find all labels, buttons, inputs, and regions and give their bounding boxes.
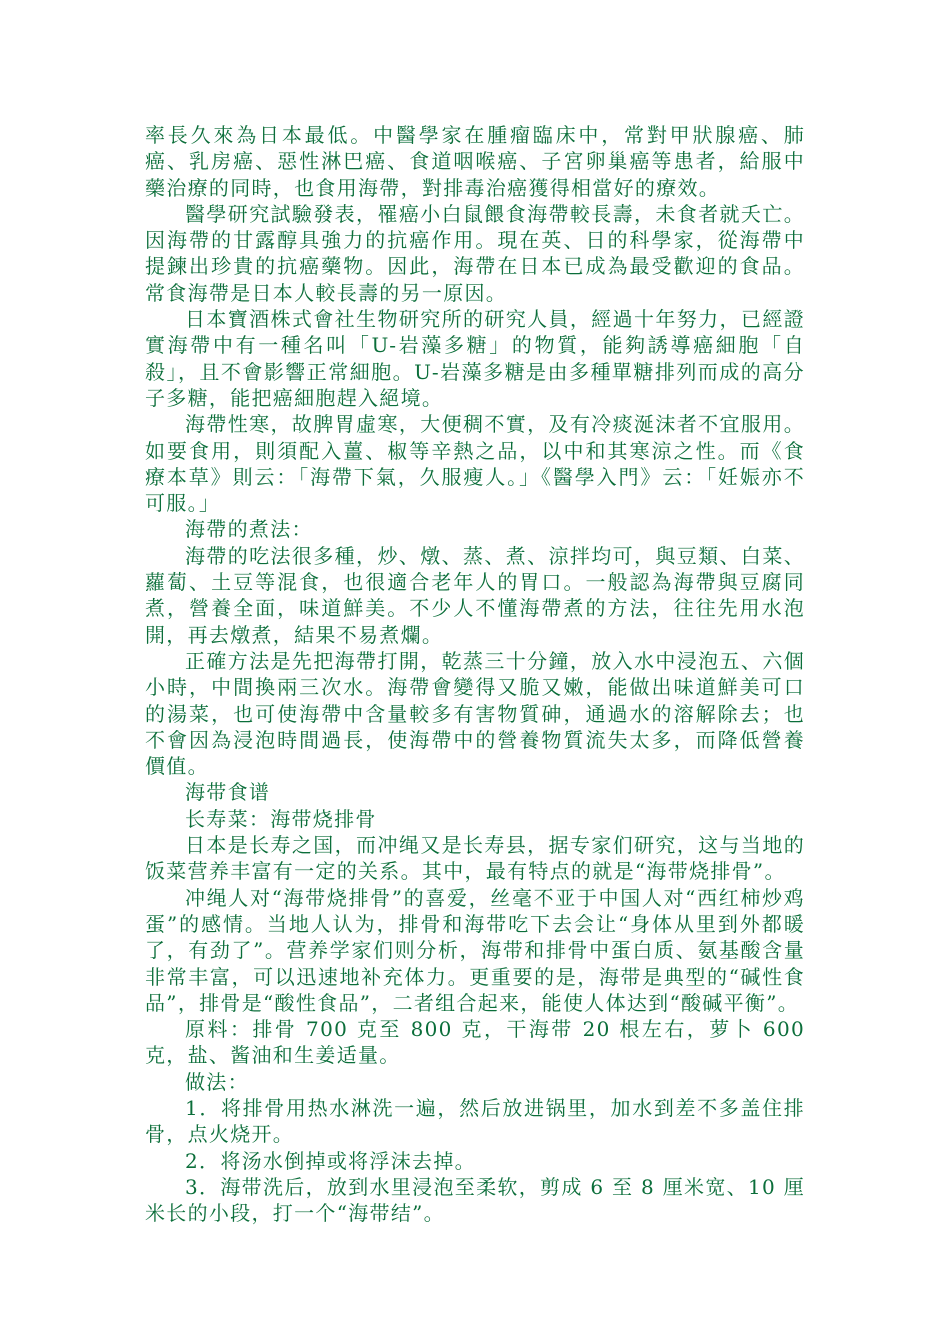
paragraph-ingredients: 原料：排骨 700 克至 800 克，干海带 20 根左右，萝卜 600 克，盐、酱油和生姜适量。 [145,1017,805,1068]
paragraph-correct-method: 正確方法是先把海帶打開，乾蒸三十分鐘，放入水中浸泡五、六個小時，中間換兩三次水。海帶會變得又脆又嫩，能做出味道鮮美可口的湯菜，也可使海帶中含量較多有害物質砷，通過水的溶解除去；也不會因為浸泡時間過長，使海帶中的營養物質流失太多，而降低營養價值。 [145,648,805,779]
paragraph-cancer-rate: 率長久來為日本最低。中醫學家在腫瘤臨床中，常對甲狀腺癌、肺癌、乳房癌、惡性淋巴癌、食道咽喉癌、子宮卵巢癌等患者，給服中藥治療的同時，也食用海帶，對排毒治癌獲得相當好的療效。 [145,123,805,200]
paragraph-okinawa-love: 冲绳人对“海带烧排骨”的喜爱，丝毫不亚于中国人对“西红柿炒鸡蛋”的感情。当地人认为，排骨和海带吃下去会让“身体从里到外都暖了，有劲了”。营养学家们则分析，海带和排骨中蛋白质、氨基酸含量非常丰富，可以迅速地补充体力。更重要的是，海带是典型的“碱性食品”，排骨是“酸性食品”，二者组合起来，能使人体达到“酸碱平衡”。 [145,885,805,1015]
heading-preparation: 做法： [185,1069,249,1094]
paragraph-fucoidan-research: 日本寶酒株式會社生物研究所的研究人員，經過十年努力，已經證實海帶中有一種名叫「U-岩藻多糖」的物質，能夠誘導癌細胞「自殺」，且不會影響正常細胞。U-岩藻多糖是由多種單糖排列而成的高分子多糖，能把癌細胞趕入絕境。 [145,307,805,410]
step-2: 2．将汤水倒掉或将浮沫去掉。 [185,1148,476,1173]
document-body [145,122,805,1226]
paragraph-mouse-study: 醫學研究試驗發表，罹癌小白鼠餵食海帶較長壽，未食者就夭亡。因海帶的甘露醇具強力的抗癌作用。現在英、日的科學家，從海帶中提鍊出珍貴的抗癌藥物。因此，海帶在日本已成為最受歡迎的食品。常食海帶是日本人較長壽的另一原因。 [145,201,805,305]
step-3: 3．海带洗后，放到水里浸泡至柔软，剪成 6 至 8 厘米宽、10 厘米长的小段，打一个“海带结”。 [145,1174,805,1226]
paragraph-ways-to-eat: 海帶的吃法很多種，炒、燉、蒸、煮、涼拌均可，與豆類、白菜、蘿蔔、土豆等混食，也很適合老年人的胃口。一般認為海帶與豆腐同煮，營養全面，味道鮮美。不少人不懂海帶煮的方法，往往先用水泡開，再去燉煮，結果不易煮爛。 [145,543,805,647]
heading-cooking-method: 海帶的煮法： [185,517,313,542]
paragraph-okinawa-longevity: 日本是长寿之国，而冲绳又是长寿县，据专家们研究，这与当地的饭菜营养丰富有一定的关系。其中，最有特点的就是“海带烧排骨”。 [145,833,805,884]
paragraph-cold-nature: 海帶性寒，故脾胃虛寒，大便稠不實，及有冷痰涎沫者不宜服用。如要食用，則須配入薑、椒等辛熱之品，以中和其寒涼之性。而《食療本草》則云：「海帶下氣，久服瘦人。」《醫學入門》云：「妊娠亦不可服。」 [145,412,805,516]
heading-longevity-dish: 长寿菜：海带烧排骨 [185,806,377,831]
heading-recipes: 海带食谱 [185,780,271,805]
step-1: 1．将排骨用热水淋洗一遍，然后放进锅里，加水到差不多盖住排骨，点火烧开。 [145,1095,805,1147]
